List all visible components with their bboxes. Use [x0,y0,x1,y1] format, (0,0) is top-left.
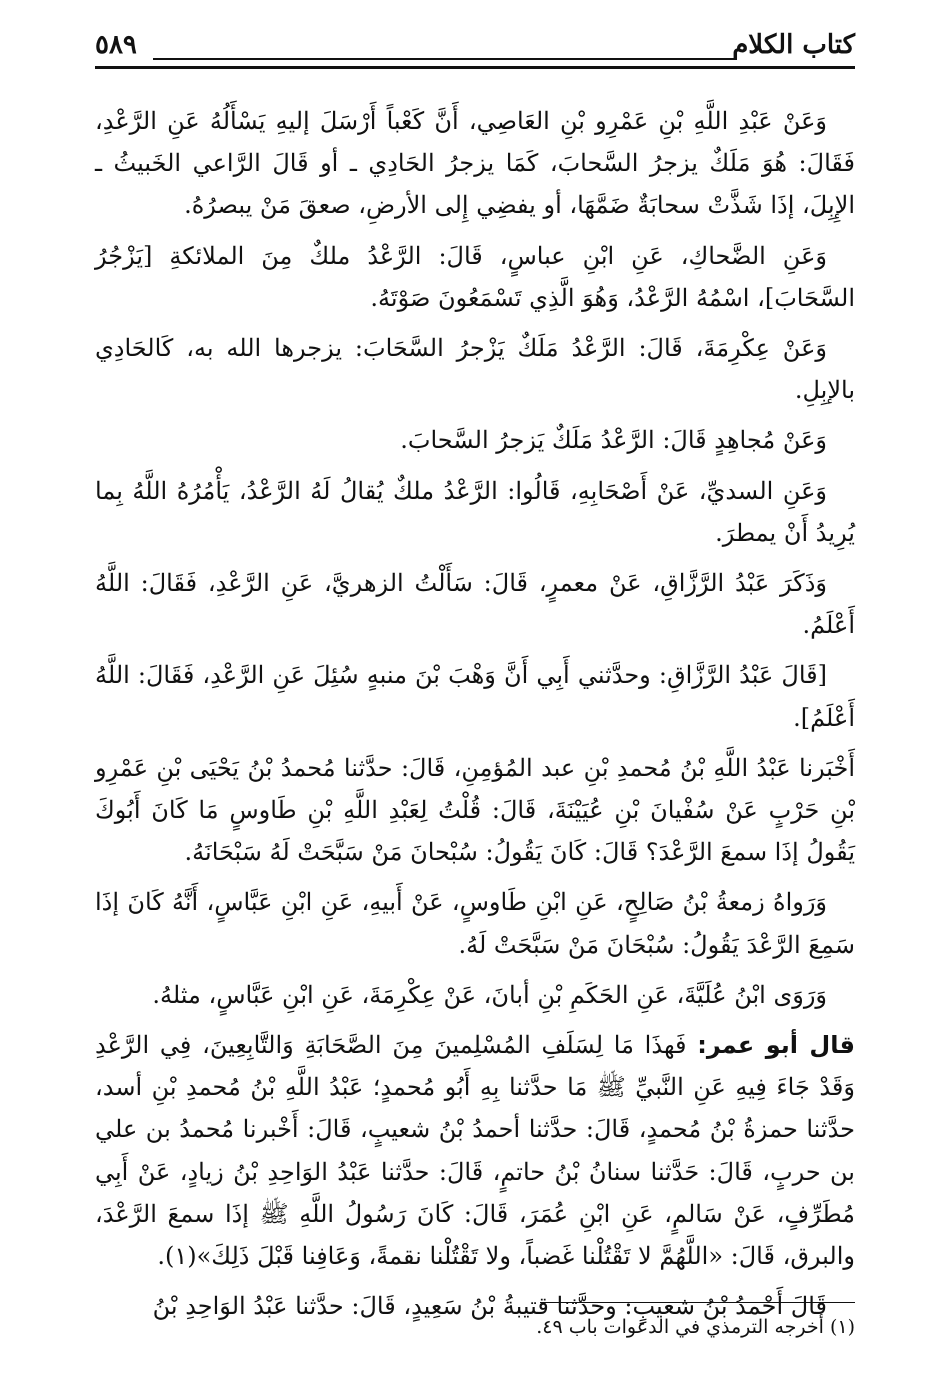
paragraph: وَعَنِ السديِّ، عَنْ أَصْحَابِهِ، قَالُوا: الرَّعْدُ ملكٌ يُقالُ لَهُ الرَّعْدُ، يَأْمُرُهُ اللَّهُ بِما يُرِيدُ أَنْ يمطرَ. [95,476,855,547]
paragraph: وَعَنِ الضَّحاكِ، عَنِ ابْنِ عباسٍ، قَالَ: الرَّعْدُ ملكٌ مِنَ الملائكةِ [يَزْجُرُ السَّحَابَ]، اسْمُهُ الرَّعْدُ، وَهُوَ الَّذِي تَسْمَعُونَ صَوْتَهُ. [95,241,855,312]
paragraph: وَعَنْ عِكْرِمَةَ، قَالَ: الرَّعْدُ مَلَكٌ يَزْجرُ السَّحَابَ: يزجرها الله به، كَالحَادِي بالإبِلِ. [95,334,855,405]
main-text [95,100,855,1335]
header-line [153,58,737,60]
page-header [95,22,855,68]
paragraph: وَذَكَرَ عَبْدُ الرَّزَّاقِ، عَنْ معمرٍ، قَالَ: سَأَلْتُ الزهريَّ، عَنِ الرَّعْدِ، فَقَالَ: اللَّهُ أَعْلَمُ. [95,569,855,640]
paragraph-text: فَهذَا مَا لِسَلَفِ المُسْلِمينَ مِنَ الصَّحَابَةِ وَالتَّابِعِينَ، فِي الرَّعْدِ وَقَدْ جَاءَ فِيهِ عَنِ النَّبيِّ ﷺ مَا حدَّثنا بِهِ أَبُو مُحمدٍ؛ عَبْدُ اللَّهِ بْنُ مُحمدِ بْنِ أسد، حدَّثنا حمزةُ بْنُ مُحمدٍ، قَالَ: حدَّثنا أحمدُ بْنُ شعيبٍ، قَالَ: أَخْبرنا مُحمدُ بن علي بن حربٍ، قَالَ: حَدَّثنا سنانُ بْنُ حاتمٍ، قَالَ: حدَّثنا عَبْدُ الوَاحِدِ بْنُ زيادٍ، عَنْ أَبِي مُطَرِّفٍ، عَنْ سَالمٍ، عَنِ ابْنِ عُمَرَ، قَالَ: كَانَ رَسُولُ اللَّهِ ﷺ إذَا سمعَ الرَّعْدَ، والبرق، قَالَ: «اللَّهُمَّ لا تَقْتُلْنا غَضباً، ولا تَقْتُلْنا نقمةً، وَعَافِنا قَبْلَ ذَلِكَ»(١). [95,1031,856,1271]
abu-umar-paragraph [95,1024,855,1277]
paragraph-lead: قال أبو عمر: [697,1031,855,1060]
page-number: ٥٨٩ [95,30,137,60]
paragraph: [قَالَ عَبْدُ الرَّزَّاقِ: وحدَّثني أَبِي أَنَّ وَهْبَ بْنَ منبهٍ سُئِلَ عَنِ الرَّعْدِ، فَقَالَ: اللَّهُ أَعْلَمُ]. [95,661,855,732]
paragraph: أَخْبَرنا عَبْدُ اللَّهِ بْنُ مُحمدِ بْنِ عبد المُؤمِنِ، قَالَ: حدَّثنا مُحمدُ بْنُ يَحْيَى بْنِ عَمْرِو بْنِ حَرْبٍ عَنْ سُفْيانَ بْنِ عُيَيْنَةَ، قَالَ: قُلْتُ لِعَبْدِ اللَّهِ بْنِ طَاوسٍ مَا كَانَ أَبُوكَ يَقُولُ إذَا سمعَ الرَّعْدَ؟ قَالَ: كَانَ يَقُولُ: سُبْحانَ مَنْ سَبَّحَتْ لَهُ سَبْحَانَهُ. [95,753,855,867]
paragraph: قَالَ أَحْمدُ بْنُ شعيبٍ: وحدَّثنا قتيبةُ بْنُ سَعِيدٍ، قَالَ: حدَّثنا عَبْدُ الوَاحِدِ بْنُ [152,1292,827,1321]
running-title: كتاب الكلام [732,30,855,60]
header-rule [95,66,855,69]
paragraph: وَعَنْ مُجاهِدٍ قَالَ: الرَّعْدُ مَلَكٌ يَزجرُ السَّحابَ. [400,426,827,455]
paragraph: وَعَنْ عَبْدِ اللَّهِ بْنِ عَمْرِو بْنِ العَاصِي، أَنَّ كَعْباً أَرْسَلَ إليهِ يَسْأَلُهُ عَنِ الرَّعْدِ، فَقَالَ: هُوَ مَلَكٌ يزجرُ السَّحابَ، كَمَا يزجرُ الحَادِي ـ أو قَالَ الرَّاعي الخَبيثُ ـ الإِبِلَ، إذَا شَذَّتْ سحابَةٌ ضَمَّهَا، أو يفضِي إِلى الأرضِ، صعقَ مَنْ يبصرُهُ. [95,107,855,220]
footnote: (١) أخرجه الترمذي في الدعوات باب ٤٩. [536,1316,855,1338]
footnote-rule [540,1302,855,1303]
paragraph: وَرَواهُ زمعةُ بْنُ صَالِحٍ، عَنِ ابْنِ طَاوسٍ، عَنْ أَبيهِ، عَنِ ابْنِ عَبَّاسٍ، أَنَّهُ كَانَ إذَا سَمِعَ الرَّعْدَ يَقُولُ: سُبْحَانَ مَنْ سَبَّحَتْ لَهُ. [95,888,855,959]
paragraph: وَرَوَى ابْنُ عُلَيَّةَ، عَنِ الحَكَمِ بْنِ أبانَ، عَنْ عِكْرِمَةَ، عَنِ ابْنِ عَبَّاسٍ، مثلهُ. [152,980,827,1009]
